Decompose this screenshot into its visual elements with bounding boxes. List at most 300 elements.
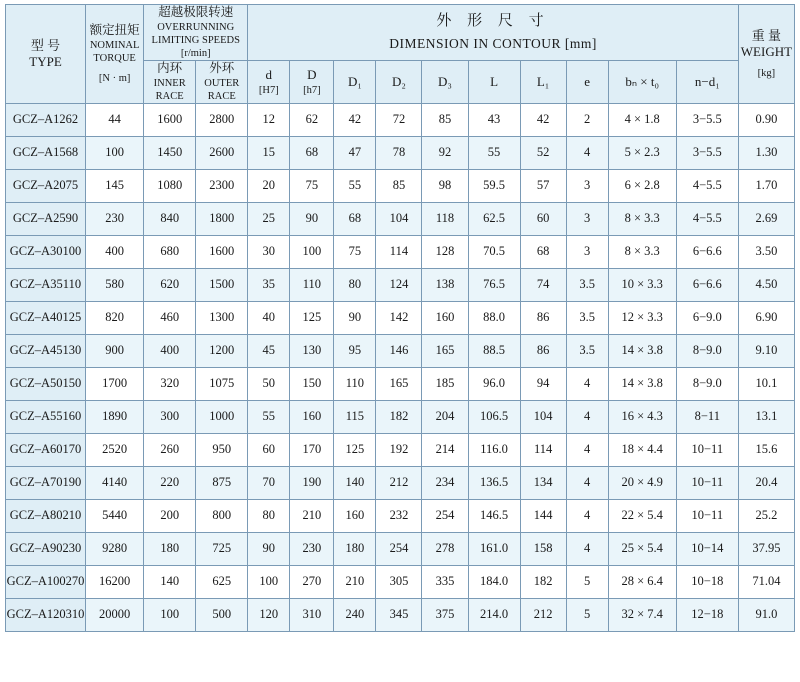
cell-D3: 278 <box>422 532 468 565</box>
cell-e: 3.5 <box>566 301 608 334</box>
cell-L: 88.5 <box>468 334 520 367</box>
cell-e: 4 <box>566 136 608 169</box>
cell-keyway: 4 × 1.8 <box>608 103 676 136</box>
cell-inner-speed: 140 <box>144 565 196 598</box>
cell-d: 45 <box>248 334 290 367</box>
cell-L1: 104 <box>520 400 566 433</box>
cell-D3: 335 <box>422 565 468 598</box>
cell-bolt-holes: 12−18 <box>676 598 738 631</box>
cell-keyway: 32 × 7.4 <box>608 598 676 631</box>
cell-d: 70 <box>248 466 290 499</box>
cell-D3: 128 <box>422 235 468 268</box>
cell-D: 160 <box>290 400 334 433</box>
header-dimension-en: DIMENSION IN CONTOUR [mm] <box>389 36 597 52</box>
cell-bolt-holes: 6−6.6 <box>676 235 738 268</box>
cell-keyway: 20 × 4.9 <box>608 466 676 499</box>
cell-D3: 254 <box>422 499 468 532</box>
cell-keyway: 8 × 3.3 <box>608 235 676 268</box>
cell-keyway: 25 × 5.4 <box>608 532 676 565</box>
cell-torque: 16200 <box>86 565 144 598</box>
cell-D3: 204 <box>422 400 468 433</box>
cell-keyway: 16 × 4.3 <box>608 400 676 433</box>
cell-outer-speed: 1300 <box>196 301 248 334</box>
cell-D1: 110 <box>334 367 376 400</box>
cell-outer-speed: 2600 <box>196 136 248 169</box>
table-row <box>6 532 795 565</box>
cell-weight: 4.50 <box>738 268 794 301</box>
cell-keyway: 10 × 3.3 <box>608 268 676 301</box>
cell-D1: 210 <box>334 565 376 598</box>
cell-D1: 80 <box>334 268 376 301</box>
cell-bolt-holes: 6−6.6 <box>676 268 738 301</box>
cell-D2: 146 <box>376 334 422 367</box>
cell-D1: 42 <box>334 103 376 136</box>
cell-outer-speed: 1200 <box>196 334 248 367</box>
cell-type: GCZ–A50150 <box>6 367 86 400</box>
cell-d: 50 <box>248 367 290 400</box>
cell-d: 35 <box>248 268 290 301</box>
cell-D2: 305 <box>376 565 422 598</box>
cell-inner-speed: 100 <box>144 598 196 631</box>
table-row <box>6 268 795 301</box>
header-weight-unit: [kg] <box>757 68 776 80</box>
header-col-d <box>248 61 290 104</box>
cell-D2: 232 <box>376 499 422 532</box>
cell-type: GCZ–A30100 <box>6 235 86 268</box>
cell-keyway: 12 × 3.3 <box>608 301 676 334</box>
cell-D1: 140 <box>334 466 376 499</box>
cell-bolt-holes: 4−5.5 <box>676 169 738 202</box>
cell-L: 136.5 <box>468 466 520 499</box>
cell-D2: 114 <box>376 235 422 268</box>
cell-L1: 74 <box>520 268 566 301</box>
cell-keyway: 14 × 3.8 <box>608 334 676 367</box>
cell-torque: 2520 <box>86 433 144 466</box>
cell-D1: 160 <box>334 499 376 532</box>
specification-table <box>5 4 795 632</box>
cell-L: 106.5 <box>468 400 520 433</box>
cell-inner-speed: 200 <box>144 499 196 532</box>
cell-L1: 134 <box>520 466 566 499</box>
cell-keyway: 28 × 6.4 <box>608 565 676 598</box>
cell-D3: 118 <box>422 202 468 235</box>
header-col-D <box>290 61 334 104</box>
header-col-L1: L₁ <box>520 61 566 104</box>
cell-inner-speed: 1080 <box>144 169 196 202</box>
cell-bolt-holes: 3−5.5 <box>676 136 738 169</box>
cell-d: 12 <box>248 103 290 136</box>
cell-inner-speed: 180 <box>144 532 196 565</box>
cell-weight: 6.90 <box>738 301 794 334</box>
header-col-e: e <box>566 61 608 104</box>
cell-D3: 165 <box>422 334 468 367</box>
cell-inner-speed: 400 <box>144 334 196 367</box>
table-row <box>6 598 795 631</box>
cell-d: 20 <box>248 169 290 202</box>
header-outer-race <box>196 61 248 104</box>
cell-L: 161.0 <box>468 532 520 565</box>
cell-D: 270 <box>290 565 334 598</box>
cell-torque: 1700 <box>86 367 144 400</box>
header-torque-en2: TORQUE <box>93 52 136 64</box>
cell-D1: 55 <box>334 169 376 202</box>
cell-type: GCZ–A100270 <box>6 565 86 598</box>
header-col-D-fit: [h7] <box>303 84 321 96</box>
cell-e: 2 <box>566 103 608 136</box>
cell-inner-speed: 1450 <box>144 136 196 169</box>
cell-D1: 90 <box>334 301 376 334</box>
cell-e: 5 <box>566 565 608 598</box>
cell-outer-speed: 2300 <box>196 169 248 202</box>
cell-L: 76.5 <box>468 268 520 301</box>
cell-L: 214.0 <box>468 598 520 631</box>
header-col-d-fit: [H7] <box>258 84 279 96</box>
cell-bolt-holes: 8−11 <box>676 400 738 433</box>
cell-outer-speed: 950 <box>196 433 248 466</box>
cell-torque: 900 <box>86 334 144 367</box>
table-row <box>6 499 795 532</box>
cell-e: 4 <box>566 433 608 466</box>
cell-keyway: 22 × 5.4 <box>608 499 676 532</box>
cell-type: GCZ–A80210 <box>6 499 86 532</box>
cell-L: 59.5 <box>468 169 520 202</box>
cell-inner-speed: 680 <box>144 235 196 268</box>
header-outer-cn: 外环 <box>209 61 235 75</box>
cell-D: 130 <box>290 334 334 367</box>
cell-torque: 5440 <box>86 499 144 532</box>
cell-bolt-holes: 10−11 <box>676 499 738 532</box>
cell-D: 230 <box>290 532 334 565</box>
cell-inner-speed: 260 <box>144 433 196 466</box>
cell-inner-speed: 620 <box>144 268 196 301</box>
table-row <box>6 466 795 499</box>
cell-L1: 52 <box>520 136 566 169</box>
cell-outer-speed: 875 <box>196 466 248 499</box>
cell-weight: 71.04 <box>738 565 794 598</box>
cell-L1: 86 <box>520 334 566 367</box>
cell-outer-speed: 2800 <box>196 103 248 136</box>
cell-d: 120 <box>248 598 290 631</box>
header-torque-unit: [N · m] <box>98 72 131 84</box>
cell-e: 4 <box>566 400 608 433</box>
cell-e: 3.5 <box>566 334 608 367</box>
header-type-cn: 型 号 <box>30 37 61 53</box>
cell-D: 100 <box>290 235 334 268</box>
cell-D2: 72 <box>376 103 422 136</box>
cell-weight: 91.0 <box>738 598 794 631</box>
header-type-en: TYPE <box>29 53 62 69</box>
cell-L: 96.0 <box>468 367 520 400</box>
header-inner-cn: 内环 <box>157 61 183 75</box>
cell-L1: 86 <box>520 301 566 334</box>
cell-inner-speed: 840 <box>144 202 196 235</box>
table-row <box>6 400 795 433</box>
cell-inner-speed: 460 <box>144 301 196 334</box>
cell-inner-speed: 220 <box>144 466 196 499</box>
cell-D2: 124 <box>376 268 422 301</box>
cell-L: 55 <box>468 136 520 169</box>
cell-D3: 85 <box>422 103 468 136</box>
cell-D3: 234 <box>422 466 468 499</box>
header-torque <box>86 5 144 104</box>
cell-d: 100 <box>248 565 290 598</box>
table-row <box>6 301 795 334</box>
cell-weight: 37.95 <box>738 532 794 565</box>
cell-torque: 580 <box>86 268 144 301</box>
cell-keyway: 18 × 4.4 <box>608 433 676 466</box>
cell-D: 90 <box>290 202 334 235</box>
table-body <box>6 103 795 631</box>
cell-torque: 100 <box>86 136 144 169</box>
cell-weight: 15.6 <box>738 433 794 466</box>
header-col-D-symbol: D <box>307 67 317 83</box>
cell-outer-speed: 500 <box>196 598 248 631</box>
cell-bolt-holes: 10−11 <box>676 466 738 499</box>
cell-L1: 212 <box>520 598 566 631</box>
cell-D: 170 <box>290 433 334 466</box>
cell-D1: 75 <box>334 235 376 268</box>
header-inner-race <box>144 61 196 104</box>
cell-type: GCZ–A55160 <box>6 400 86 433</box>
cell-bolt-holes: 10−18 <box>676 565 738 598</box>
cell-outer-speed: 1600 <box>196 235 248 268</box>
cell-e: 3 <box>566 202 608 235</box>
header-col-D1: D₁ <box>334 61 376 104</box>
cell-outer-speed: 625 <box>196 565 248 598</box>
header-torque-en1: NOMINAL <box>89 39 140 51</box>
cell-D1: 68 <box>334 202 376 235</box>
header-overrunning-speeds <box>144 5 248 61</box>
cell-D3: 98 <box>422 169 468 202</box>
cell-e: 3.5 <box>566 268 608 301</box>
cell-d: 25 <box>248 202 290 235</box>
cell-bolt-holes: 4−5.5 <box>676 202 738 235</box>
cell-weight: 3.50 <box>738 235 794 268</box>
cell-D1: 47 <box>334 136 376 169</box>
cell-D: 125 <box>290 301 334 334</box>
cell-keyway: 14 × 3.8 <box>608 367 676 400</box>
cell-D2: 345 <box>376 598 422 631</box>
cell-d: 90 <box>248 532 290 565</box>
cell-D2: 182 <box>376 400 422 433</box>
table-header <box>6 5 795 104</box>
cell-D: 62 <box>290 103 334 136</box>
cell-outer-speed: 1075 <box>196 367 248 400</box>
cell-type: GCZ–A1568 <box>6 136 86 169</box>
cell-type: GCZ–A35110 <box>6 268 86 301</box>
cell-d: 40 <box>248 301 290 334</box>
cell-weight: 10.1 <box>738 367 794 400</box>
header-inner-en2: RACE <box>155 90 184 102</box>
table-row <box>6 103 795 136</box>
header-weight <box>738 5 794 104</box>
cell-bolt-holes: 3−5.5 <box>676 103 738 136</box>
cell-outer-speed: 1800 <box>196 202 248 235</box>
cell-bolt-holes: 8−9.0 <box>676 334 738 367</box>
header-inner-en1: INNER <box>153 77 186 89</box>
header-col-D2: D₂ <box>376 61 422 104</box>
cell-D: 110 <box>290 268 334 301</box>
cell-D: 190 <box>290 466 334 499</box>
cell-L: 116.0 <box>468 433 520 466</box>
table-row <box>6 235 795 268</box>
cell-L1: 42 <box>520 103 566 136</box>
cell-e: 3 <box>566 169 608 202</box>
cell-type: GCZ–A90230 <box>6 532 86 565</box>
header-outer-en2: RACE <box>207 90 236 102</box>
cell-weight: 9.10 <box>738 334 794 367</box>
cell-torque: 44 <box>86 103 144 136</box>
table-row <box>6 169 795 202</box>
cell-torque: 9280 <box>86 532 144 565</box>
cell-e: 4 <box>566 367 608 400</box>
header-col-d-symbol: d <box>265 67 273 83</box>
header-weight-en: WEIGHT <box>740 43 793 59</box>
cell-D1: 125 <box>334 433 376 466</box>
table-row <box>6 202 795 235</box>
cell-e: 4 <box>566 499 608 532</box>
cell-outer-speed: 1000 <box>196 400 248 433</box>
cell-D: 150 <box>290 367 334 400</box>
cell-inner-speed: 300 <box>144 400 196 433</box>
cell-L: 184.0 <box>468 565 520 598</box>
cell-L1: 158 <box>520 532 566 565</box>
cell-D1: 180 <box>334 532 376 565</box>
cell-inner-speed: 320 <box>144 367 196 400</box>
cell-D2: 212 <box>376 466 422 499</box>
cell-L1: 94 <box>520 367 566 400</box>
header-type <box>6 5 86 104</box>
cell-D2: 254 <box>376 532 422 565</box>
header-col-bolt-holes: n−d₁ <box>676 61 738 104</box>
cell-L: 146.5 <box>468 499 520 532</box>
cell-outer-speed: 725 <box>196 532 248 565</box>
cell-type: GCZ–A2075 <box>6 169 86 202</box>
cell-D3: 138 <box>422 268 468 301</box>
cell-keyway: 6 × 2.8 <box>608 169 676 202</box>
cell-weight: 2.69 <box>738 202 794 235</box>
cell-L: 88.0 <box>468 301 520 334</box>
cell-type: GCZ–A1262 <box>6 103 86 136</box>
cell-L1: 144 <box>520 499 566 532</box>
table-row <box>6 334 795 367</box>
header-col-keyway: bₙ × t₀ <box>608 61 676 104</box>
cell-outer-speed: 1500 <box>196 268 248 301</box>
cell-d: 80 <box>248 499 290 532</box>
cell-D: 75 <box>290 169 334 202</box>
cell-L1: 114 <box>520 433 566 466</box>
cell-weight: 0.90 <box>738 103 794 136</box>
cell-D1: 240 <box>334 598 376 631</box>
header-torque-cn: 额定扭矩 <box>89 22 140 37</box>
header-speed-en1: OVERRUNNING <box>157 21 235 33</box>
cell-D3: 92 <box>422 136 468 169</box>
header-dimension-cn: 外 形 尺 寸 <box>436 12 550 29</box>
cell-torque: 230 <box>86 202 144 235</box>
cell-type: GCZ–A2590 <box>6 202 86 235</box>
cell-D3: 185 <box>422 367 468 400</box>
cell-D2: 165 <box>376 367 422 400</box>
cell-weight: 25.2 <box>738 499 794 532</box>
table-row <box>6 565 795 598</box>
cell-type: GCZ–A45130 <box>6 334 86 367</box>
cell-torque: 820 <box>86 301 144 334</box>
cell-bolt-holes: 10−14 <box>676 532 738 565</box>
header-speed-cn: 超越极限转速 <box>158 5 234 19</box>
cell-D1: 95 <box>334 334 376 367</box>
cell-bolt-holes: 6−9.0 <box>676 301 738 334</box>
cell-outer-speed: 800 <box>196 499 248 532</box>
header-outer-en1: OUTER <box>204 77 240 89</box>
table-row <box>6 136 795 169</box>
cell-d: 55 <box>248 400 290 433</box>
cell-D2: 142 <box>376 301 422 334</box>
cell-L1: 68 <box>520 235 566 268</box>
cell-D: 68 <box>290 136 334 169</box>
cell-d: 15 <box>248 136 290 169</box>
cell-weight: 1.30 <box>738 136 794 169</box>
header-weight-cn: 重 量 <box>751 27 782 43</box>
cell-D3: 375 <box>422 598 468 631</box>
cell-keyway: 8 × 3.3 <box>608 202 676 235</box>
cell-e: 4 <box>566 532 608 565</box>
cell-d: 60 <box>248 433 290 466</box>
cell-e: 4 <box>566 466 608 499</box>
cell-L: 43 <box>468 103 520 136</box>
cell-e: 5 <box>566 598 608 631</box>
cell-type: GCZ–A60170 <box>6 433 86 466</box>
cell-weight: 13.1 <box>738 400 794 433</box>
cell-type: GCZ–A40125 <box>6 301 86 334</box>
cell-e: 3 <box>566 235 608 268</box>
table-row <box>6 367 795 400</box>
cell-L: 62.5 <box>468 202 520 235</box>
header-speed-unit: [r/min] <box>180 47 211 59</box>
cell-D: 310 <box>290 598 334 631</box>
cell-D3: 214 <box>422 433 468 466</box>
cell-torque: 400 <box>86 235 144 268</box>
cell-type: GCZ–A70190 <box>6 466 86 499</box>
header-speed-en2: LIMITING SPEEDS <box>151 34 240 46</box>
table-row <box>6 433 795 466</box>
cell-D: 210 <box>290 499 334 532</box>
cell-L: 70.5 <box>468 235 520 268</box>
cell-L1: 57 <box>520 169 566 202</box>
cell-torque: 4140 <box>86 466 144 499</box>
cell-weight: 1.70 <box>738 169 794 202</box>
cell-D2: 85 <box>376 169 422 202</box>
cell-inner-speed: 1600 <box>144 103 196 136</box>
header-dimension <box>248 5 739 61</box>
cell-D2: 104 <box>376 202 422 235</box>
cell-D2: 192 <box>376 433 422 466</box>
cell-weight: 20.4 <box>738 466 794 499</box>
cell-L1: 182 <box>520 565 566 598</box>
cell-type: GCZ–A120310 <box>6 598 86 631</box>
cell-keyway: 5 × 2.3 <box>608 136 676 169</box>
cell-D2: 78 <box>376 136 422 169</box>
header-col-D3: D₃ <box>422 61 468 104</box>
cell-torque: 20000 <box>86 598 144 631</box>
cell-bolt-holes: 8−9.0 <box>676 367 738 400</box>
cell-torque: 145 <box>86 169 144 202</box>
cell-bolt-holes: 10−11 <box>676 433 738 466</box>
cell-d: 30 <box>248 235 290 268</box>
header-col-L: L <box>468 61 520 104</box>
cell-D1: 115 <box>334 400 376 433</box>
cell-torque: 1890 <box>86 400 144 433</box>
cell-L1: 60 <box>520 202 566 235</box>
